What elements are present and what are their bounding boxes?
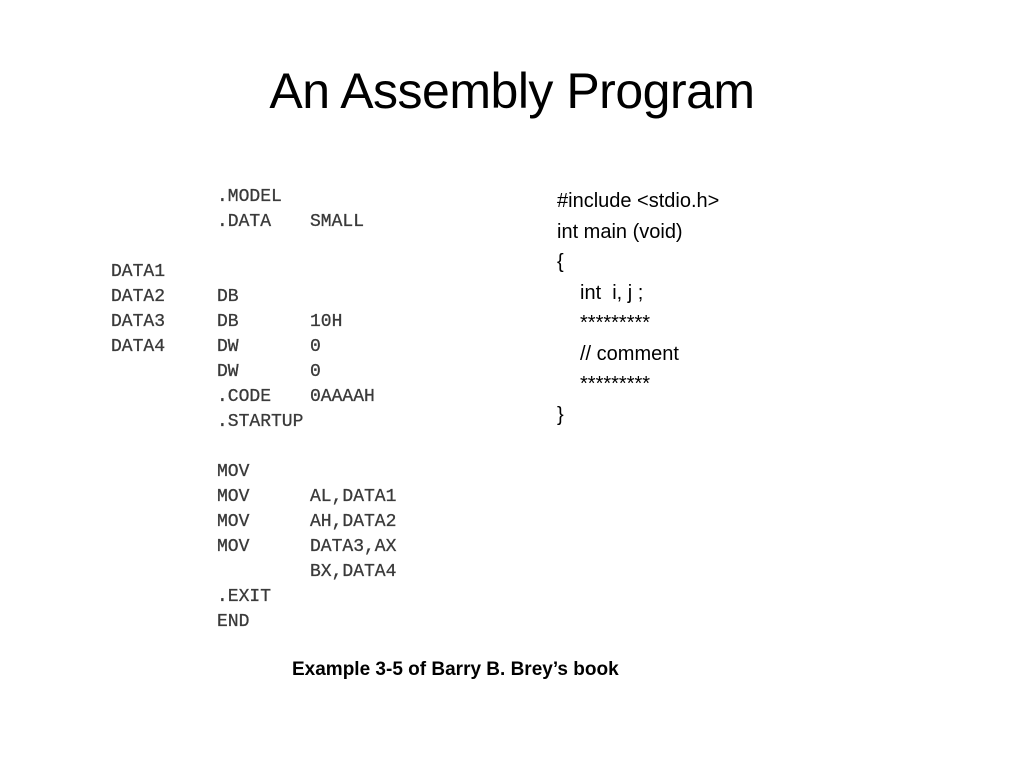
c-code-line: ********* (580, 373, 651, 395)
c-code-line: // comment (580, 342, 679, 365)
asm-directive: .CODE (217, 387, 272, 407)
c-code-line: int main (void) (557, 220, 683, 243)
asm-opcode: DB (217, 312, 239, 332)
asm-opcode: DW (217, 337, 239, 357)
asm-operand: AH,DATA2 (310, 512, 397, 532)
c-code-line: #include <stdio.h> (557, 190, 720, 212)
asm-opcode: MOV (217, 487, 250, 507)
asm-opcode: DW (217, 362, 239, 382)
asm-opcode: DB (217, 287, 239, 307)
c-code-line: ********* (580, 312, 651, 334)
asm-opcode: MOV (217, 462, 250, 482)
asm-operand: BX,DATA4 (310, 562, 397, 582)
asm-operand: 0AAAAH (310, 387, 375, 407)
slide-title: An Assembly Program (269, 63, 755, 119)
asm-operand: AL,DATA1 (310, 487, 397, 507)
asm-directive: .DATA (217, 212, 272, 232)
asm-label: DATA3 (111, 312, 166, 332)
assembly-listing (111, 160, 397, 635)
asm-instruction-block (111, 435, 397, 582)
asm-operand: 0 (310, 337, 321, 357)
asm-opcode: MOV (217, 512, 250, 532)
asm-directive: .STARTUP (217, 412, 304, 432)
c-code-line: } (557, 403, 564, 426)
asm-directive: .MODEL (217, 187, 282, 207)
asm-label: DATA4 (111, 337, 166, 357)
c-code-line: int i, j ; (580, 281, 644, 304)
asm-footer-block (111, 560, 272, 632)
asm-label: DATA1 (111, 262, 166, 282)
asm-line (111, 435, 397, 507)
asm-label: DATA2 (111, 287, 166, 307)
c-code-listing (557, 186, 719, 430)
c-code-line: { (557, 251, 564, 273)
asm-operand: DATA3,AX (310, 537, 397, 557)
asm-operand: 10H (310, 312, 343, 332)
asm-operand: SMALL (310, 212, 365, 232)
asm-directive: END (217, 612, 250, 632)
asm-directive: .EXIT (217, 587, 272, 607)
slide-caption: Example 3-5 of Barry B. Brey’s book (292, 659, 619, 680)
asm-header-block (111, 160, 365, 232)
asm-operand: 0 (310, 362, 321, 382)
asm-line (111, 560, 272, 607)
asm-opcode: MOV (217, 537, 250, 557)
